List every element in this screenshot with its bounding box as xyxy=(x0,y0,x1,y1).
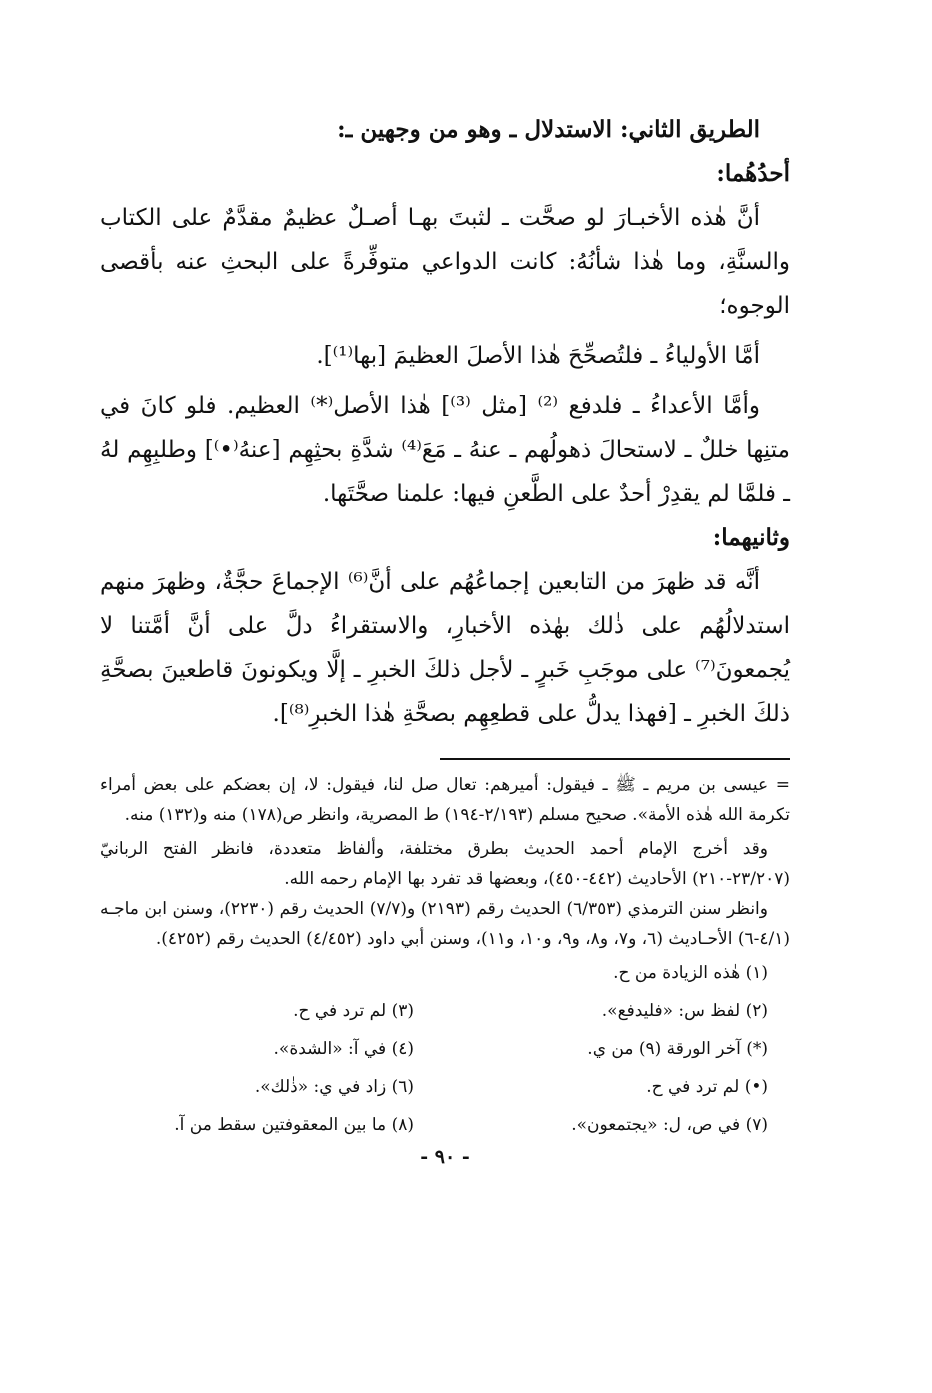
paragraph-2: أمَّا الأولياءُ ـ فلتُصحِّحَ هٰذا الأصلَ العظيمَ [بها⁽¹⁾]. xyxy=(316,343,760,369)
footnote-8: (٨) ما بين المعقوفتين سقط من آ. xyxy=(174,1115,414,1135)
footnote-star: (*) آخر الورقة (٩) من ي. xyxy=(587,1039,768,1059)
footnote-6: (٦) زاد في ي: «ذٰلك». xyxy=(254,1077,414,1097)
footnote-continuation: = عيسى بن مريم ـ ﷺ ـ فيقول: أميرهم: تعال صل لنا، فيقول: لا، إن بعضكم على بعض أمراء تكرمة الله هٰذه الأمة». صحيح مسلم (٢/١٩٣-١٩٤) ط المصرية، وانظر ص(١٧٨) منه و(١٣٢) منه. xyxy=(100,775,790,825)
footnote-7: (٧) في ص، ل: «يجتمعون». xyxy=(571,1115,768,1135)
footnote-ahmad: وقد أخرج الإمام أحمد الحديث بطرق مختلفة، وألفاظ متعددة، فانظر الفتح الربانيّ (٢٣/٢٠٧-٢١٠) الأحاديث (٤٤٢-٤٥٠)، وبعضها قد تفرد بها الإمام رحمه الله. xyxy=(100,839,790,889)
footnote-tirmidhi: وانظر سنن الترمذي (٦/٣٥٣) الحديث رقم (٢١٩٣) و(٧/٧) الحديث رقم (٢٢٣٠)، وسنن ابن ماجـه (٤/١-٦) الأحـاديث (٦، و٧، و٨، و٩، و١٠، و١١)، وسنن أبي داود (٤/٤٥٢) الحديث رقم (٤٢٥٢). xyxy=(100,899,790,949)
paragraph-1: أنَّ هٰذه الأخبـارَ لو صحَّت ـ لثبتَ بهـا أصـلٌ عظيمٌ مقدَّمٌ على الكتاب والسنَّةِ، وما هٰذا شأنُهُ: كانت الدواعي متوفِّرةً على البحثِ عنه بأقصى الوجوه؛ xyxy=(100,205,790,319)
paragraph-3: وأمَّا الأعداءُ ـ فلدفع ⁽²⁾ [مثل ⁽³⁾] هٰذا الأصل⁽*⁾ العظيم. فلو كانَ في متنِها خللٌ ـ لاستحالَ ذهولُهم ـ عنهُ ـ مَعَ⁽⁴⁾ شدَّةِ بحثِهِم [عنهُ⁽•⁾] وطلبِهِم لهُ ـ فلمَّا لم يقدِرْ أحدٌ على الطَّعنِ فيها: علمنا صحَّتَها. xyxy=(100,393,790,507)
book-page xyxy=(100,108,790,1168)
page-number: - ٩٠ - xyxy=(420,1146,470,1168)
footnote-3: (٣) لم ترد في ح. xyxy=(293,1001,414,1021)
footnote-4: (٤) في آ: «الشدة». xyxy=(273,1039,414,1059)
second-aspect-label: وثانيهما: xyxy=(712,524,790,551)
paragraph-4: أنَّه قد ظهرَ من التابعين إجماعُهُم على أنَّ⁽⁶⁾ الإجماعَ حجَّةٌ، وظهرَ منهم استدلالُهُم على ذٰلك بهٰذه الأخبارِ، والاستقراءُ دلَّ على أنَّ أمَّتنا لا يُجمعونَ⁽⁷⁾ على موجَبِ خَبرٍ ـ لأجل ذلكَ الخبرِ ـ إلَّا ويكونونَ قاطعينَ بصحَّةِ ذلكَ الخبرِ ـ [فهذا يدلُّ على قطعِهِم بصحَّةِ هٰذا الخبرِ⁽⁸⁾]. xyxy=(100,569,790,727)
footnote-2: (٢) لفظ س: «فليدفع». xyxy=(601,1001,768,1021)
section-heading: الطريق الثاني: الاستدلال ـ وهو من وجهين ـ: xyxy=(337,116,760,143)
footnote-5: (•) لم ترد في ح. xyxy=(646,1077,768,1097)
footnote-separator xyxy=(440,758,790,760)
main-text xyxy=(100,108,790,736)
footnotes xyxy=(100,770,790,1144)
first-aspect-label: أحدُهُما: xyxy=(716,160,790,187)
footnote-list xyxy=(100,954,790,1144)
footnote-1: (١) هٰذه الزيادة من ح. xyxy=(613,963,768,983)
